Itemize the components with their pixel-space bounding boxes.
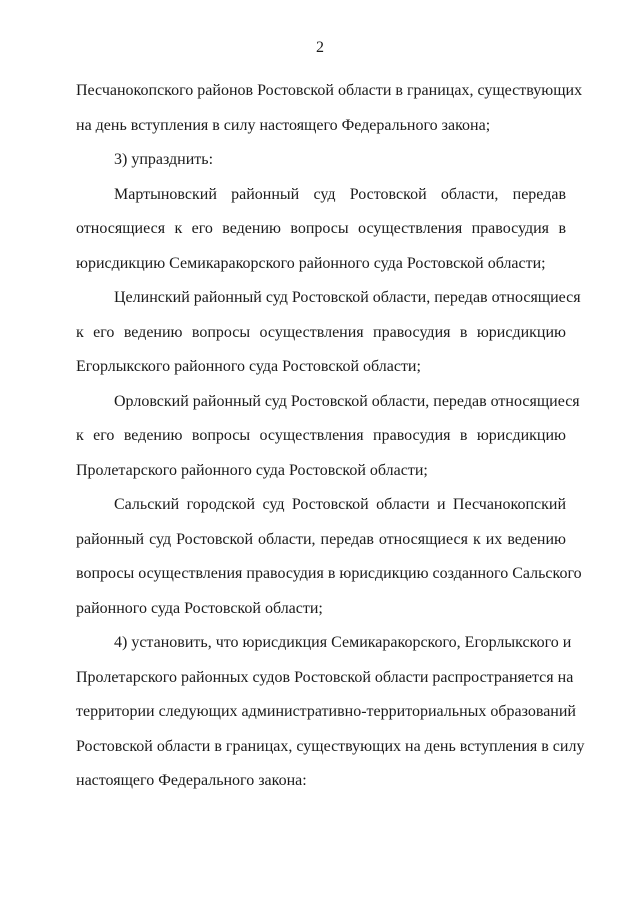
text-line: районного суда Ростовской области; — [76, 599, 323, 617]
page-number: 2 — [316, 39, 324, 56]
text-line: настоящего Федерального закона: — [76, 772, 307, 789]
text-line: на день вступления в силу настоящего Федерального закона; — [76, 116, 491, 134]
text-line: вопросы осуществления правосудия в юрисдикцию созданного Сальского — [76, 565, 582, 582]
text-line: Целинский районный суд Ростовской области, передав относящиеся — [114, 289, 581, 306]
text-line: районный суд Ростовской области, передав относящиеся к их ведению — [76, 530, 566, 548]
text-line: Егорлыкского районного суда Ростовской области; — [76, 358, 421, 375]
text-line: территории следующих административно-территориальных образований — [76, 703, 576, 720]
text-line: к его ведению вопросы осуществления правосудия в юрисдикцию — [76, 427, 566, 444]
text-line: Ростовской области в границах, существующих на день вступления в силу — [76, 737, 585, 755]
text-line: Пролетарского районного суда Ростовской области; — [76, 461, 428, 479]
document-text — [76, 74, 585, 799]
text-line: Песчанокопского районов Ростовской области в границах, существующих — [76, 82, 583, 99]
text-line: Орловский районный суд Ростовской области, передав относящиеся — [114, 392, 580, 410]
text-line: Пролетарского районных судов Ростовской области распространяется на — [76, 668, 574, 686]
text-line: Мартыновский районный суд Ростовской области, передав — [114, 185, 566, 203]
text-line: относящиеся к его ведению вопросы осуществления правосудия в — [76, 220, 566, 237]
text-line: юрисдикцию Семикаракорского районного суда Ростовской области; — [76, 254, 546, 272]
text-line: 4) установить, что юрисдикция Семикаракорского, Егорлыкского и — [114, 634, 572, 651]
text-line: Сальский городской суд Ростовской области и Песчанокопский — [114, 496, 566, 513]
text-line: 3) упразднить: — [114, 151, 214, 168]
text-line: к его ведению вопросы осуществления правосудия в юрисдикцию — [76, 323, 566, 341]
